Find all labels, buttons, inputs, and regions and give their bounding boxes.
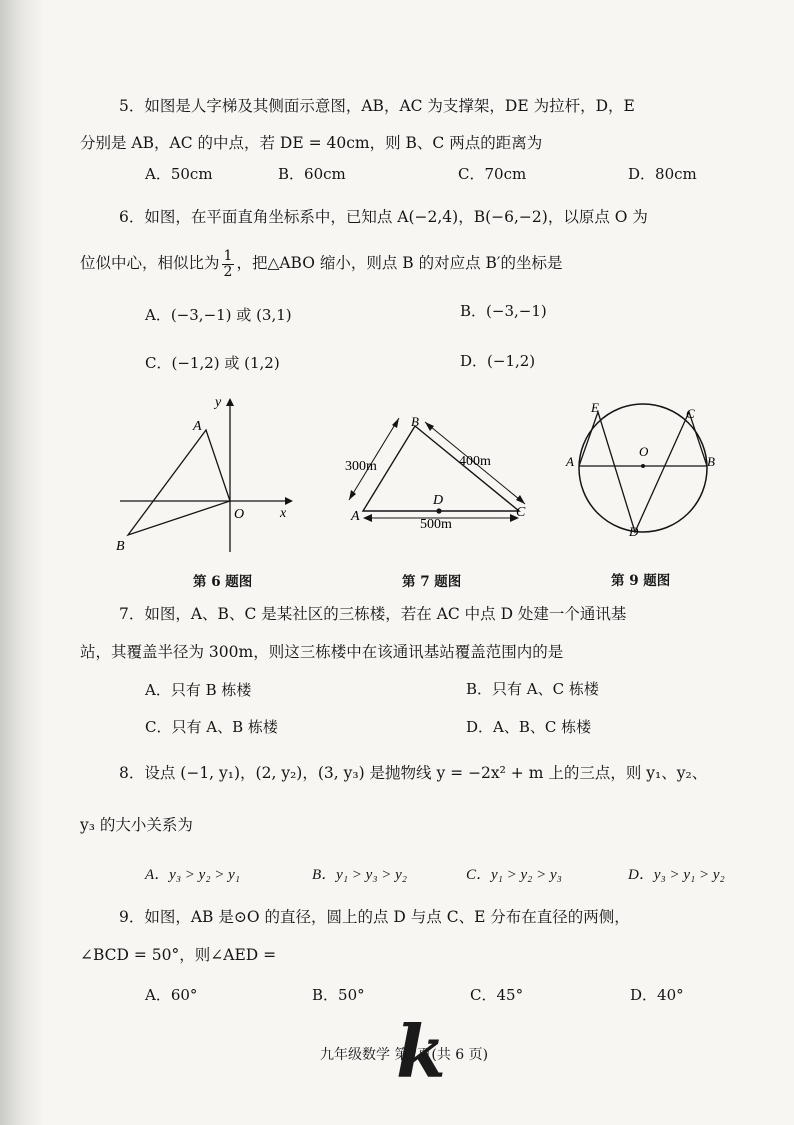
- figure-7-caption: 第 7 题图: [402, 574, 462, 590]
- point-b-label: B: [411, 414, 419, 429]
- q9-option-c: C．45°: [470, 986, 524, 1004]
- dimension-arrow: [425, 422, 434, 431]
- dimension-arrow: [349, 490, 356, 500]
- q8-line1: 8．设点 (−1, y₁)，(2, y₂)，(3, y₃) 是抛物线 y = −2x² + m 上的三点，则 y₁、y₂、: [119, 764, 708, 782]
- dimension-arrow: [516, 495, 525, 504]
- dimension-arrow: [363, 514, 372, 522]
- point-d-label: D: [629, 524, 639, 539]
- scan-edge-shadow: [0, 0, 44, 1125]
- q8-option-a: A．y₃ > y₂ > y₁: [145, 867, 241, 883]
- y-axis-arrow: [226, 398, 234, 406]
- q6-option-a: A．(−3,−1) 或 (3,1): [145, 306, 292, 324]
- q9-line2: ∠BCD = 50°，则∠AED =: [80, 946, 277, 964]
- side-ab-length: 300m: [345, 459, 377, 474]
- triangle-abo: [128, 430, 230, 535]
- q9-option-d: D．40°: [630, 986, 684, 1004]
- q6-line1: 6．如图，在平面直角坐标系中，已知点 A(−2,4)，B(−6,−2)，以原点 O 为: [119, 208, 648, 226]
- point-d-label: D: [433, 493, 444, 508]
- figure-6-caption: 第 6 题图: [193, 574, 253, 590]
- point-a-label: A: [566, 454, 574, 469]
- q9-option-b: B．50°: [312, 986, 365, 1004]
- page-footer: 九年级数学 第2页(共 6 页): [320, 1047, 489, 1063]
- q7-option-a: A．只有 B 栋楼: [145, 681, 252, 699]
- center-dot: [641, 464, 645, 468]
- q6-option-c: C．(−1,2) 或 (1,2): [145, 354, 280, 372]
- point-c-label: C: [686, 406, 695, 421]
- q9-option-a: A．60°: [145, 986, 198, 1004]
- figure-9-circle: [563, 396, 723, 546]
- side-bc-length: 400m: [459, 454, 491, 469]
- q5-line2: 分别是 AB，AC 的中点，若 DE = 40cm，则 B、C 两点的距离为: [80, 134, 543, 152]
- q6-line2-pre: 位似中心，相似比为: [80, 254, 220, 272]
- q6-option-d: D．(−1,2): [460, 352, 536, 370]
- q5-line1: 5．如图是人字梯及其侧面示意图，AB，AC 为支撑架，DE 为拉杆，D，E: [119, 97, 635, 115]
- q6-line2-post: ，把△ABO 缩小，则点 B 的对应点 B′的坐标是: [236, 254, 563, 272]
- q5-option-d: D．80cm: [628, 165, 697, 183]
- point-a-label: A: [193, 419, 202, 434]
- y-axis-label: y: [215, 395, 222, 410]
- q5-option-a: A．50cm: [145, 165, 213, 183]
- x-axis-label: x: [280, 506, 287, 521]
- watermark-logo: k: [396, 1009, 446, 1094]
- q7-line1: 7．如图，A、B、C 是某社区的三栋楼，若在 AC 中点 D 处建一个通讯基: [119, 605, 627, 623]
- figure-7-triangle-buildings: [335, 408, 545, 533]
- origin-label: O: [234, 507, 245, 522]
- q8-option-b: B．y₁ > y₃ > y₂: [312, 867, 408, 883]
- point-c-label: C: [516, 505, 526, 520]
- point-e-label: E: [591, 400, 599, 415]
- q7-option-d: D．A、B、C 栋楼: [466, 718, 592, 736]
- q7-option-c: C．只有 A、B 栋楼: [145, 718, 278, 736]
- q8-option-c: C．y₁ > y₂ > y₃: [466, 867, 562, 883]
- point-b-label: B: [707, 454, 715, 469]
- q5-option-c: C．70cm: [458, 165, 527, 183]
- q8-line2: y₃ 的大小关系为: [80, 816, 193, 834]
- side-ac-length: 500m: [420, 517, 452, 532]
- q6-line2: [80, 243, 562, 283]
- point-a-label: A: [351, 509, 360, 524]
- q8-option-d: D．y₃ > y₁ > y₂: [628, 867, 725, 883]
- q7-option-b: B．只有 A、C 栋楼: [466, 680, 599, 698]
- q7-line2: 站，其覆盖半径为 300m，则这三栋楼中在该通讯基站覆盖范围内的是: [80, 643, 564, 661]
- center-o-label: O: [639, 444, 649, 459]
- q6-option-b: B．(−3,−1): [460, 302, 547, 320]
- q9-line1: 9．如图，AB 是⊙O 的直径，圆上的点 D 与点 C、E 分布在直径的两侧，: [119, 908, 630, 926]
- dimension-arrow: [392, 418, 399, 428]
- q5-option-b: B．60cm: [278, 165, 346, 183]
- ratio-fraction: [222, 249, 235, 280]
- figure-9-caption: 第 9 题图: [611, 573, 671, 589]
- x-axis-arrow: [285, 497, 293, 505]
- fraction-numerator: 1: [223, 247, 233, 264]
- figure-6-coordinate-plane: [110, 392, 305, 557]
- point-d-dot: [436, 508, 441, 513]
- point-b-label: B: [116, 539, 125, 554]
- fraction-denominator: 2: [223, 263, 233, 280]
